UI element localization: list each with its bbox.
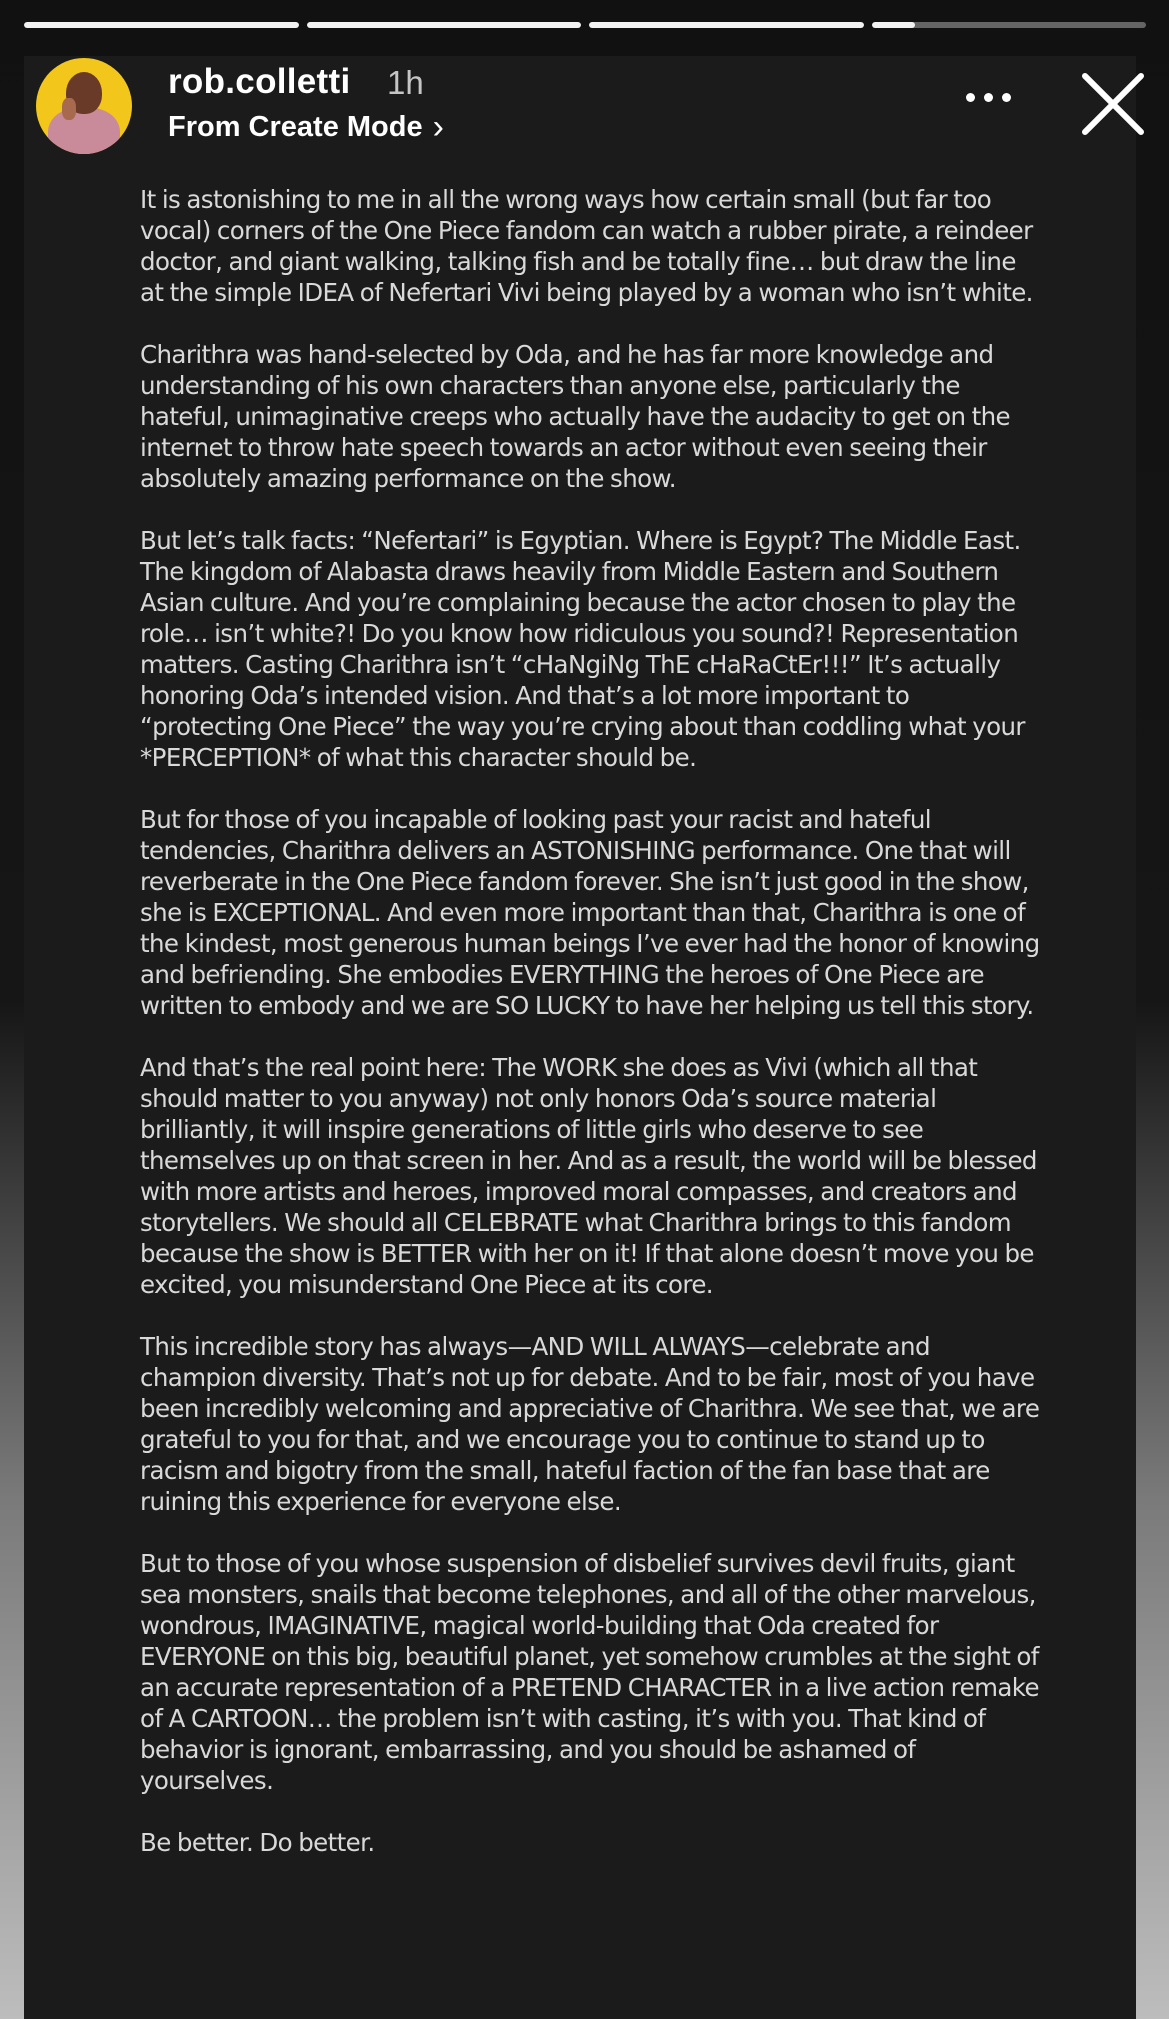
paragraph: It is astonishing to me in all the wrong ways how certain small (but far too vocal) corners of the One Piece fandom can watch a rubber pirate, a reindeer doctor, and giant walking, talking fish and be totally fine… but draw the line at the simple IDEA of Nefertari Vivi being played by a woman who isn’t white. [140, 185, 1033, 307]
paragraph: Be better. Do better. [140, 1828, 375, 1857]
paragraph: Charithra was hand-selected by Oda, and he has far more knowledge and understanding of his own characters than anyone else, particularly the hateful, unimaginative creeps who actually have the audacity to get on the internet to throw hate speech towards an actor without even seeing their absolutely amazing performance on the show. [140, 340, 1010, 493]
paragraph: But for those of you incapable of looking past your racist and hateful tendencies, Charithra delivers an ASTONISHING performance. One that will reverberate in the One Piece fandom forever. She isn’t just good in the show, she is EXCEPTIONAL. And even more important than that, Charithra is one of the kindest, most generous human beings I’ve ever had the honor of knowing and befriending. She embodies EVERYTHING the heroes of One Piece are written to embody and we are SO LUCKY to have her helping us tell this story. [140, 805, 1040, 1020]
story-header [24, 58, 1146, 158]
paragraph: And that’s the real point here: The WORK she does as Vivi (which all that should matter to you anyway) not only honors Oda’s source material brilliantly, it will inspire generations of little girls who deserve to see themselves up on that screen in her. And as a result, the world will be blessed with more artists and heroes, improved moral compasses, and creators and storytellers. We should all CELEBRATE what Charithra brings to this fandom because the show is BETTER with her on it! If that alone doesn’t move you be excited, you misunderstand One Piece at its core. [140, 1053, 1037, 1299]
story-text [140, 184, 1040, 1889]
avatar[interactable] [36, 58, 132, 154]
progress-segment [24, 22, 299, 28]
username[interactable]: rob.colletti [168, 62, 351, 101]
create-mode-link[interactable] [168, 110, 444, 144]
paragraph: But to those of you whose suspension of disbelief survives devil fruits, giant sea monsters, snails that become telephones, and all of the other marvelous, wondrous, IMAGINATIVE, magical world-building that Oda created for EVERYONE on this big, beautiful planet, yet somehow crumbles at the sight of an accurate representation of a PRETEND CHARACTER in a live action remake of A CARTOON… the problem isn’t with casting, it’s with you. That kind of behavior is ignorant, embarrassing, and you should be ashamed of yourselves. [140, 1549, 1039, 1795]
chevron-right-icon: › [432, 108, 444, 146]
post-time: 1h [387, 64, 424, 101]
more-horizontal-icon[interactable] [966, 93, 1011, 102]
close-icon[interactable] [1079, 70, 1147, 138]
progress-segment [872, 22, 1147, 28]
paragraph: This incredible story has always—AND WILL ALWAYS—celebrate and champion diversity. That’s not up for debate. And to be fair, most of you have been incredibly welcoming and appreciative of Charithra. We see that, we are grateful to you for that, and we encourage you to continue to stand up to racism and bigotry from the small, hateful faction of the fan base that are ruining this experience for everyone else. [140, 1332, 1040, 1516]
progress-segment [307, 22, 582, 28]
create-mode-label: From Create Mode [168, 110, 423, 143]
paragraph: But let’s talk facts: “Nefertari” is Egyptian. Where is Egypt? The Middle East. The kingdom of Alabasta draws heavily from Middle Eastern and Southern Asian culture. And you’re complaining because the actor chosen to play the role… isn’t white?! Do you know how ridiculous you sound?! Representation matters. Casting Charithra isn’t “cHaNgiNg ThE cHaRaCtEr!!!” It’s actually honoring Oda’s intended vision. And that’s a lot more important to “protecting One Piece” the way you’re crying about than coddling what your *PERCEPTION* of what this character should be. [140, 526, 1025, 772]
progress-segment [589, 22, 864, 28]
story-progress-bar [24, 22, 1146, 28]
